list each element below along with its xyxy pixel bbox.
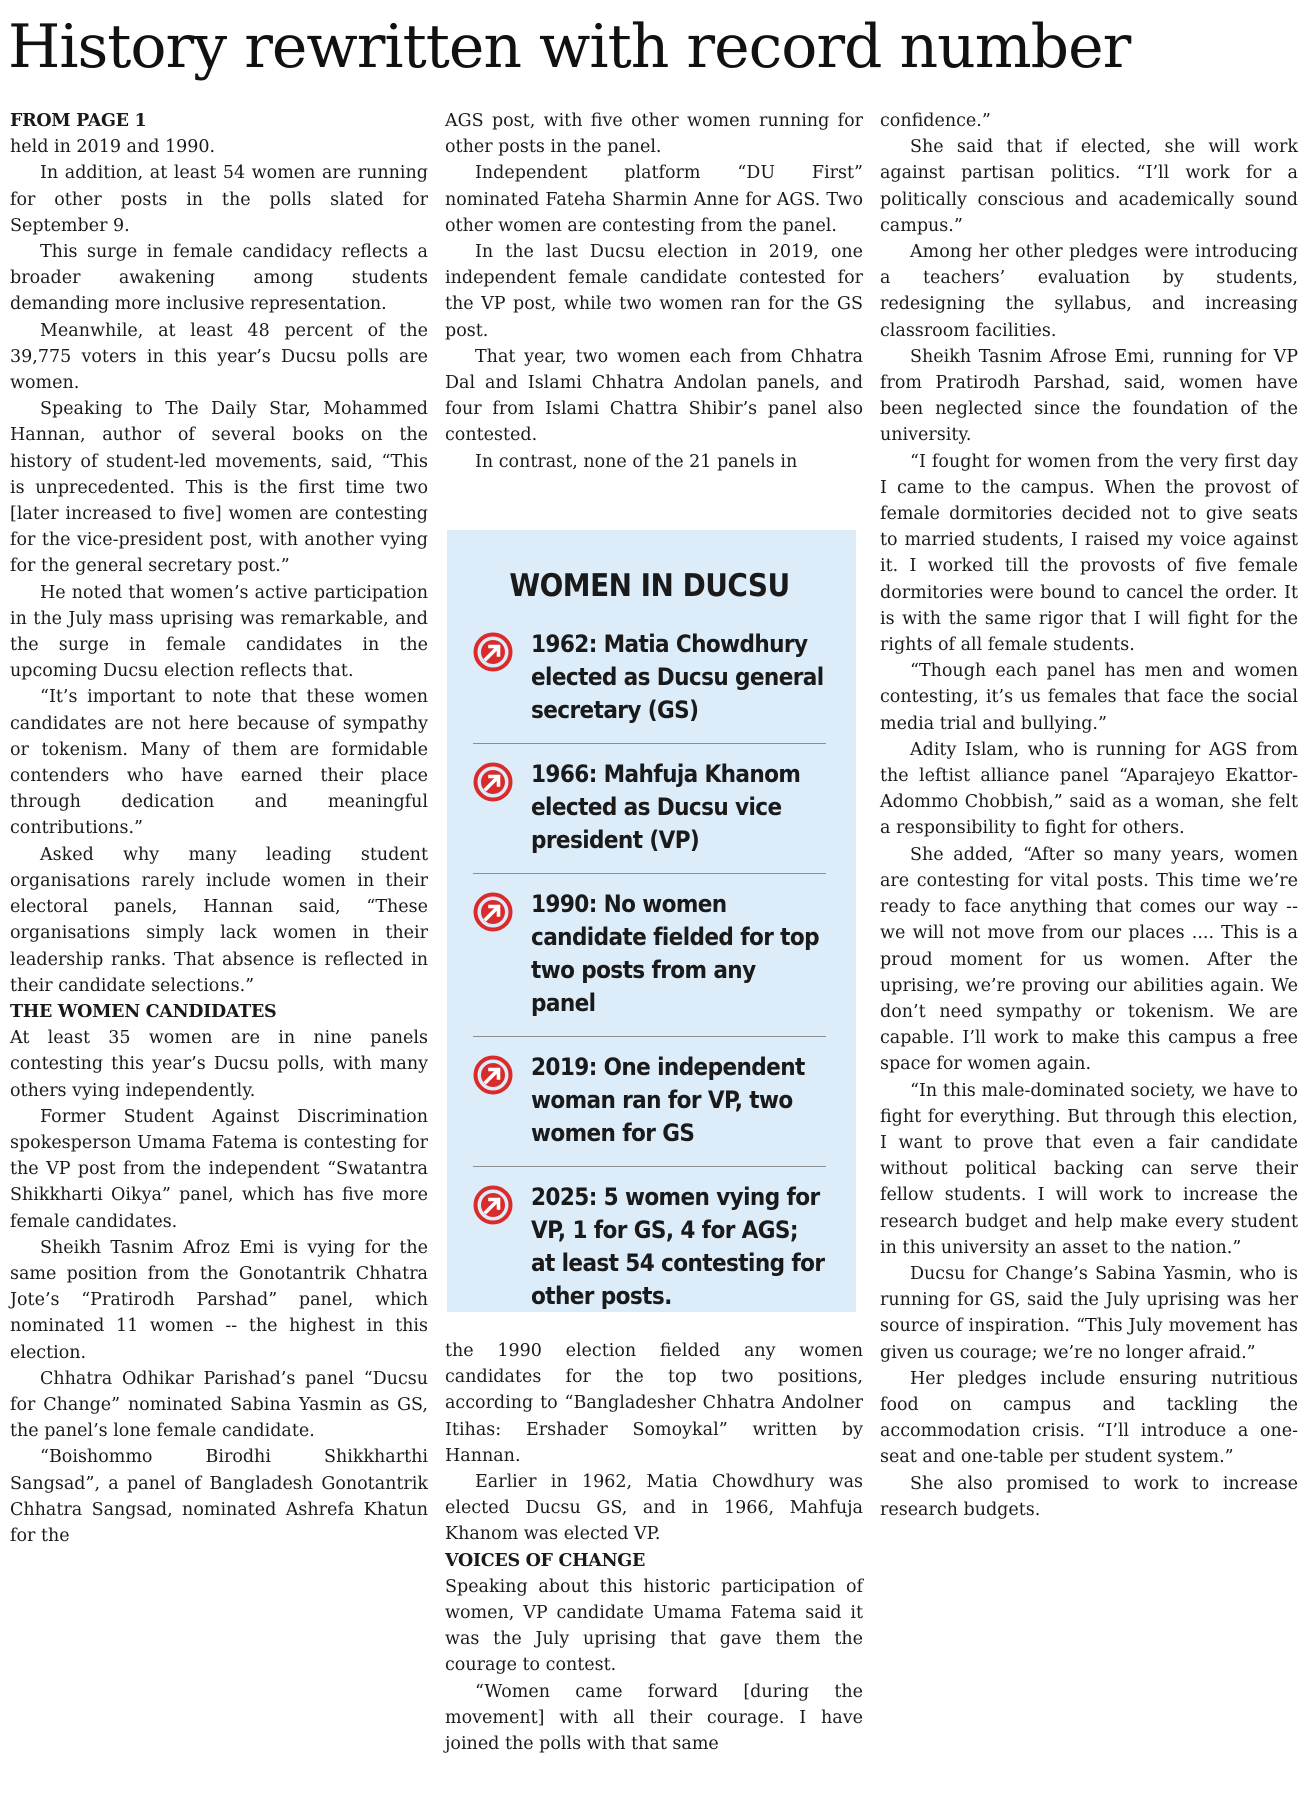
- paragraph: Among her other pledges were introducing a teachers’ evaluation by students, redesigning the syllabus, and increasing classroom facilities.: [880, 242, 1298, 341]
- paragraph: At least 35 women are in nine panels contesting this year’s Ducsu polls, with many others vying independently.: [10, 1028, 428, 1101]
- paragraph: Earlier in 1962, Matia Chowdhury was elected Ducsu GS, and in 1966, Mahfuja Khanom was elected VP.: [445, 1472, 863, 1545]
- paragraph: This surge in female candidacy reflects a broader awakening among students demanding more inclusive representation.: [10, 242, 428, 315]
- article-column-1: [10, 108, 428, 1549]
- fact-text: 1990: No women candidate fielded for top two posts from any panel: [531, 890, 820, 1017]
- paragraph: Sheikh Tasnim Afroz Emi is vying for the same position from the Gonotantrik Chhatra Jote’s “Pratirodh Parshad” panel, which nominated 11 women -- the highest in this election.: [10, 1237, 428, 1363]
- paragraph: Her pledges include ensuring nutritious food on campus and tackling the accommodation crisis. “I’ll introduce a one-seat and one-table per student system.”: [880, 1368, 1298, 1468]
- paragraph: Independent platform “DU First” nominated Fateha Sharmin Anne for AGS. Two other women are contesting from the panel.: [445, 163, 863, 236]
- paragraph: the 1990 election fielded any women candidates for the top two positions, according to “Bangladesher Chhatra Andolner Itihas: Ershader Somoykal” written by Hannan.: [445, 1341, 863, 1466]
- paragraph: Speaking about this historic participation of women, VP candidate Umama Fatema said it was the July uprising that gave them the courage to contest.: [445, 1576, 863, 1676]
- paragraph: That year, two women each from Chhatra Dal and Islami Chhatra Andolan panels, and four from Islami Chattra Shibir’s panel also contested.: [445, 346, 863, 446]
- fact-text: 1966: Mahfuja Khanom elected as Ducsu vice president (VP): [531, 760, 801, 854]
- paragraph: In the last Ducsu election in 2019, one independent female candidate contested for the VP post, while two women ran for the GS post.: [445, 242, 863, 341]
- fact-item: [473, 874, 826, 1037]
- paragraph: He noted that women’s active participation in the July mass uprising was remarkable, and the surge in female candidates in the upcoming Ducsu election reflects that.: [10, 582, 428, 682]
- paragraph: Ducsu for Change’s Sabina Yasmin, who is running for GS, said the July uprising was her source of inspiration. “This July movement has given us courage; we’re no longer afraid.”: [880, 1263, 1298, 1363]
- paragraph: “Boishommo Birodhi Shikkharthi Sangsad”, a panel of Bangladesh Gonotantrik Chhatra Sangsad, nominated Ashrefa Khatun for the: [10, 1447, 428, 1546]
- subheading: THE WOMEN CANDIDATES: [10, 1001, 277, 1022]
- fact-item: [473, 1037, 826, 1167]
- paragraph: Former Student Against Discrimination spokesperson Umama Fatema is contesting for the VP post from the independent “Swatantra Shikkharti Oikya” panel, which has five more female candidates.: [10, 1106, 428, 1232]
- article-column-2-top: [445, 108, 863, 475]
- article-column-3: [880, 108, 1298, 1523]
- paragraph: AGS post, with five other women running for other posts in the panel.: [445, 111, 863, 158]
- paragraph: held in 2019 and 1990.: [10, 137, 216, 158]
- fact-text: 2025: 5 women vying for VP, 1 for GS, 4 for AGS; at least 54 contesting for other posts.: [531, 1183, 825, 1310]
- fact-item: [473, 1167, 826, 1329]
- headline: History rewritten with record number: [8, 12, 1131, 82]
- subheading: VOICES OF CHANGE: [445, 1550, 645, 1571]
- paragraph: “It’s important to note that these women candidates are not here because of sympathy or tokenism. Many of them are formidable contenders who have earned their place through dedication and meaningful contributions.”: [10, 687, 428, 839]
- paragraph: “I fought for women from the very first day I came to the campus. When the provost of female dormitories decided not to give seats to married students, I raised my voice against it. I worked till the provosts of five female dormitories were bound to cancel the order. It is with the same rigor that I will fight for the rights of all female students.: [880, 451, 1298, 656]
- arrow-bullet-icon: [473, 1185, 513, 1225]
- paragraph: In contrast, none of the 21 panels in: [475, 451, 798, 472]
- paragraph: She said that if elected, she will work against partisan politics. “I’ll work for a politically conscious and academically sound campus.”: [880, 137, 1298, 236]
- arrow-bullet-icon: [473, 632, 513, 672]
- paragraph: She also promised to work to increase research budgets.: [880, 1473, 1298, 1520]
- fact-item: [473, 744, 826, 874]
- paragraph: In addition, at least 54 women are running for other posts in the polls slated for September 9.: [10, 163, 428, 236]
- paragraph: “Women came forward [during the movement] with all their courage. I have joined the polls with that same: [445, 1681, 863, 1755]
- paragraph: “Though each panel has men and women contesting, it’s us females that face the social media trial and bullying.”: [880, 661, 1298, 734]
- fact-text: 2019: One independent woman ran for VP, two women for GS: [531, 1053, 805, 1147]
- article-column-2-bottom: [445, 1338, 863, 1757]
- paragraph: Meanwhile, at least 48 percent of the 39,775 voters in this year’s Ducsu polls are women.: [10, 320, 428, 394]
- paragraph: Chhatra Odhikar Parishad’s panel “Ducsu for Change” nominated Sabina Yasmin as GS, the panel’s lone female candidate.: [10, 1368, 428, 1442]
- fact-text: 1962: Matia Chowdhury elected as Ducsu general secretary (GS): [531, 630, 824, 724]
- arrow-bullet-icon: [473, 762, 513, 802]
- paragraph: Sheikh Tasnim Afrose Emi, running for VP from Pratirodh Parshad, said, women have been neglected since the foundation of the university.: [880, 346, 1298, 446]
- factbox-title: WOMEN IN DUCSU: [509, 568, 790, 604]
- paragraph: “In this male-dominated society, we have to fight for everything. But through this election, I want to prove that even a fair candidate without political backing can serve their fellow students. I will work to increase the research budget and help make every student in this university an asset to the nation.”: [880, 1080, 1298, 1258]
- paragraph: Adity Islam, who is running for AGS from the leftist alliance panel “Aparajeyo Ekattor-Adommo Chobbish,” said as a woman, she felt a responsibility to fight for others.: [880, 739, 1298, 839]
- paragraph: She added, “After so many years, women are contesting for vital posts. This time we’re ready to face anything that comes our way -- we will not move from our places .... This is a proud moment for us women. After the uprising, we’re proving our abilities again. We don’t need sympathy or tokenism. We are capable. I’ll work to make this campus a free space for women again.: [880, 844, 1298, 1075]
- paragraph: Asked why many leading student organisations rarely include women in their electoral panels, Hannan said, “These organisations simply lack women in their leadership ranks. That absence is reflected in their candidate selections.”: [10, 844, 428, 996]
- fact-item: [473, 624, 826, 744]
- paragraph: confidence.”: [880, 111, 991, 131]
- arrow-bullet-icon: [473, 892, 513, 932]
- paragraph: Speaking to The Daily Star, Mohammed Hannan, author of several books on the history of student-led movements, said, “This is unprecedented. This is the first time two [later increased to five] women are contesting for the vice-president post, with another vying for the general secretary post.”: [10, 399, 428, 577]
- arrow-bullet-icon: [473, 1055, 513, 1095]
- women-in-ducsu-factbox: [447, 530, 856, 1312]
- continued-from-label: FROM PAGE 1: [10, 111, 147, 131]
